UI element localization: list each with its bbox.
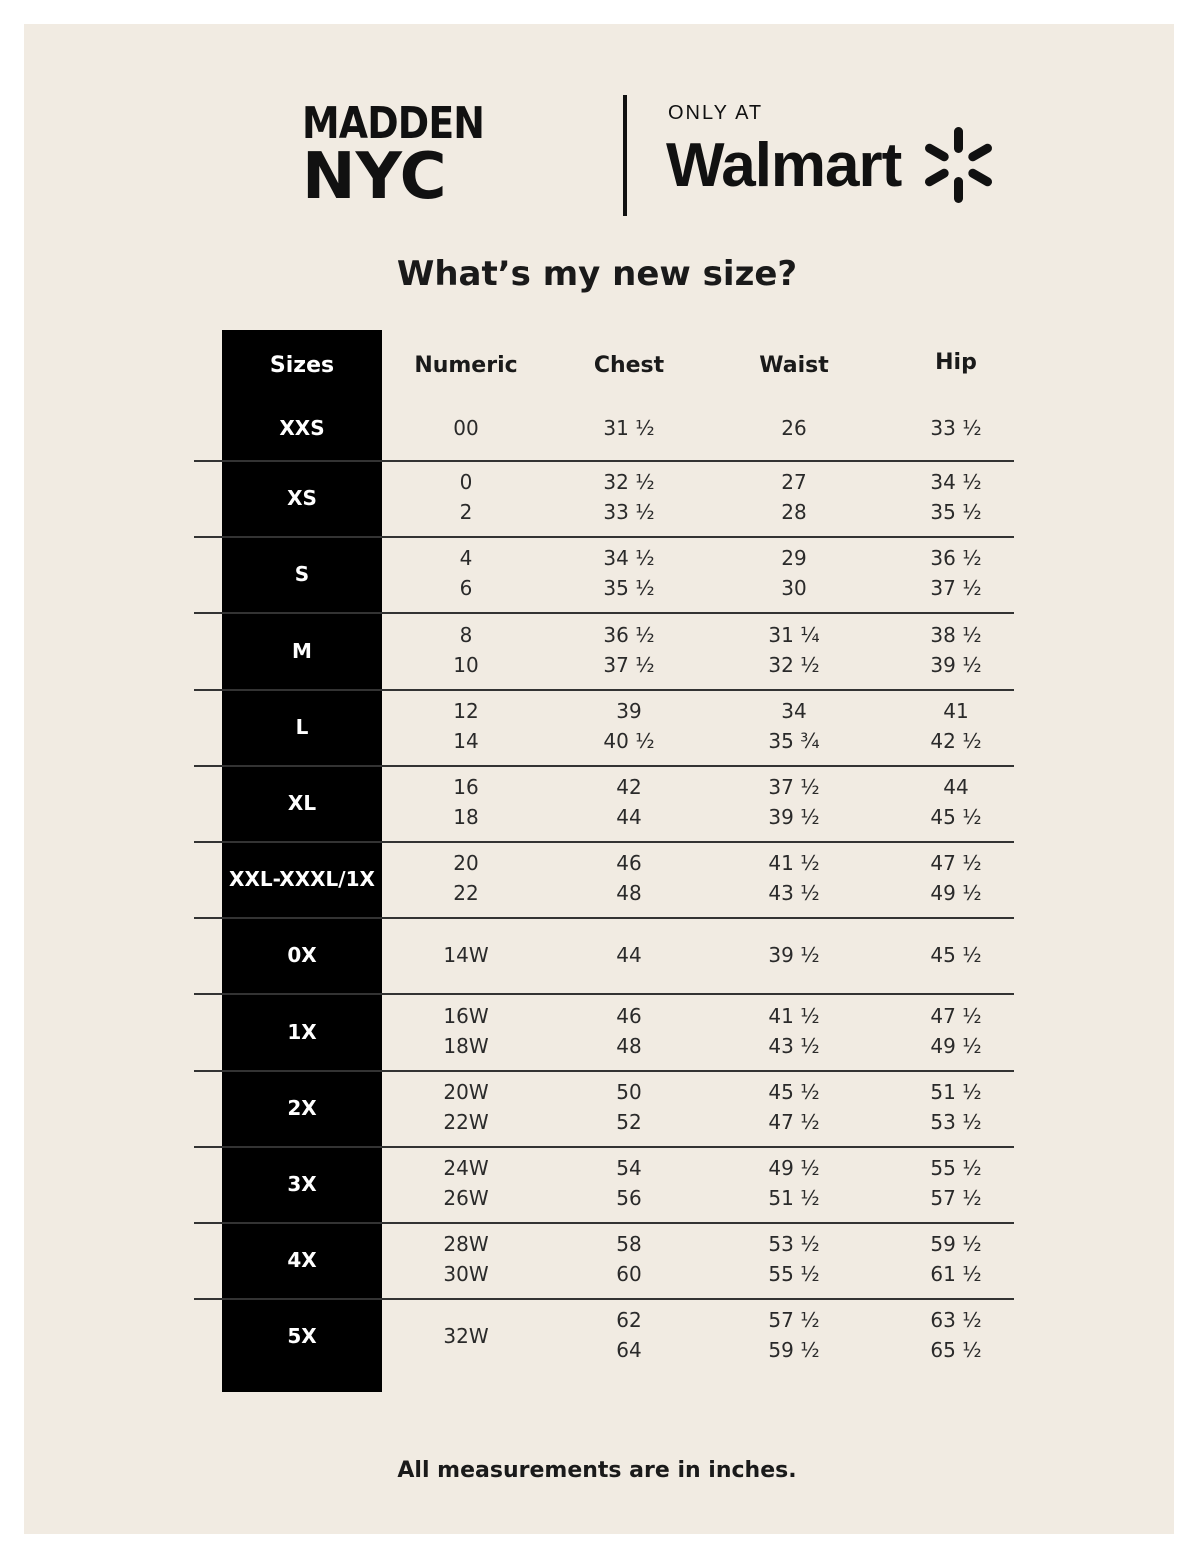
hip-cell: 55 ½ (930, 1155, 982, 1180)
chest-cell: 42 (616, 774, 642, 799)
row-divider (194, 460, 1014, 462)
hip-cell: 63 ½ (930, 1308, 982, 1333)
waist-cell: 45 ½ (768, 1079, 820, 1104)
chest-cell: 37 ½ (603, 652, 655, 677)
header-sizes: Sizes (269, 353, 335, 378)
chest-cell: 35 ½ (603, 576, 655, 601)
size-label: S (294, 562, 310, 587)
chest-cell: 56 (616, 1185, 642, 1210)
size-label: XXL-XXXL/1X (229, 867, 375, 892)
row-divider (194, 917, 1014, 919)
hip-cell: 65 ½ (930, 1338, 982, 1363)
row-divider (194, 612, 1014, 614)
chest-cell: 54 (616, 1155, 642, 1180)
waist-cell: 27 (781, 470, 807, 495)
size-label: 0X (287, 943, 317, 968)
chest-cell: 60 (616, 1262, 642, 1287)
hip-cell: 47 ½ (930, 1003, 982, 1028)
numeric-cell: 20W (443, 1079, 489, 1104)
walmart-logo-text: Walmart (666, 131, 902, 200)
numeric-cell: 0 (459, 470, 473, 495)
chest-cell: 32 ½ (603, 470, 655, 495)
waist-cell: 29 (781, 546, 807, 571)
row-divider (194, 1070, 1014, 1072)
hip-cell: 53 ½ (930, 1109, 982, 1134)
waist-cell: 26 (781, 416, 807, 440)
numeric-cell: 18W (443, 1033, 489, 1058)
header-numeric: Numeric (414, 353, 518, 378)
spark-icon (918, 125, 998, 205)
waist-cell: 43 ½ (768, 881, 820, 906)
waist-cell: 31 ¼ (768, 622, 820, 647)
numeric-cell: 10 (453, 652, 479, 677)
hip-cell: 34 ½ (930, 470, 982, 495)
row-divider (194, 1222, 1014, 1224)
numeric-cell: 16W (443, 1003, 489, 1028)
hip-cell: 44 (943, 774, 969, 799)
numeric-cell: 4 (459, 546, 473, 571)
row-divider (194, 993, 1014, 995)
hip-cell: 35 ½ (930, 500, 982, 525)
numeric-cell: 18 (453, 804, 479, 829)
waist-cell: 49 ½ (768, 1155, 820, 1180)
hip-cell: 49 ½ (930, 881, 982, 906)
chest-cell: 31 ½ (603, 416, 655, 440)
waist-cell: 30 (781, 576, 807, 601)
hip-cell: 36 ½ (930, 546, 982, 571)
hip-cell: 59 ½ (930, 1232, 982, 1257)
waist-cell: 55 ½ (768, 1262, 820, 1287)
waist-cell: 41 ½ (768, 851, 820, 876)
chest-cell: 39 (616, 698, 642, 723)
waist-cell: 57 ½ (768, 1308, 820, 1333)
numeric-cell: 22W (443, 1109, 489, 1134)
size-label: 3X (287, 1171, 317, 1196)
hip-cell: 61 ½ (930, 1262, 982, 1287)
header-waist: Waist (759, 353, 829, 378)
chest-cell: 52 (616, 1109, 642, 1134)
hip-cell: 37 ½ (930, 576, 982, 601)
chest-cell: 36 ½ (603, 622, 655, 647)
header-chest: Chest (593, 353, 665, 378)
chest-cell: 46 (616, 851, 642, 876)
numeric-cell: 14W (443, 943, 489, 968)
chest-cell: 33 ½ (603, 500, 655, 525)
numeric-cell: 32W (443, 1324, 489, 1349)
numeric-cell: 8 (459, 622, 473, 647)
waist-cell: 59 ½ (768, 1338, 820, 1363)
waist-cell: 39 ½ (768, 804, 820, 829)
waist-cell: 32 ½ (768, 652, 820, 677)
waist-cell: 28 (781, 500, 807, 525)
waist-cell: 43 ½ (768, 1033, 820, 1058)
row-divider (194, 765, 1014, 767)
chest-cell: 44 (616, 804, 642, 829)
size-label: 1X (287, 1019, 317, 1044)
numeric-cell: 2 (459, 500, 473, 525)
size-label: 2X (287, 1095, 317, 1120)
waist-cell: 34 (781, 698, 807, 723)
waist-cell: 35 ¾ (768, 728, 820, 753)
waist-cell: 47 ½ (768, 1109, 820, 1134)
hip-cell: 33 ½ (930, 416, 982, 440)
footer-note: All measurements are in inches. (397, 1458, 797, 1483)
chest-cell: 44 (616, 943, 642, 968)
numeric-cell: 30W (443, 1262, 489, 1287)
numeric-cell: 22 (453, 881, 479, 906)
chest-cell: 58 (616, 1232, 642, 1257)
chest-cell: 64 (616, 1338, 642, 1363)
hip-cell: 49 ½ (930, 1033, 982, 1058)
numeric-cell: 12 (453, 698, 479, 723)
hip-cell: 47 ½ (930, 851, 982, 876)
size-label: 5X (287, 1324, 317, 1349)
hip-cell: 39 ½ (930, 652, 982, 677)
chest-cell: 48 (616, 1033, 642, 1058)
brand-line-1: MADDEN (302, 98, 485, 149)
madden-nyc-logo (302, 98, 485, 214)
numeric-cell: 26W (443, 1185, 489, 1210)
numeric-cell: 6 (459, 576, 473, 601)
numeric-cell: 00 (453, 416, 479, 440)
size-label: XS (287, 486, 317, 511)
waist-cell: 39 ½ (768, 943, 820, 968)
hip-cell: 51 ½ (930, 1079, 982, 1104)
size-label: XL (287, 790, 317, 815)
numeric-cell: 20 (453, 851, 479, 876)
hip-cell: 45 ½ (930, 943, 982, 968)
brand-line-2: NYC (302, 140, 447, 214)
row-divider (194, 841, 1014, 843)
row-divider (194, 536, 1014, 538)
row-divider (194, 1146, 1014, 1148)
page-title: What’s my new size? (396, 254, 798, 294)
hip-cell: 45 ½ (930, 804, 982, 829)
chest-cell: 46 (616, 1003, 642, 1028)
chest-cell: 34 ½ (603, 546, 655, 571)
numeric-cell: 24W (443, 1155, 489, 1180)
row-divider (194, 1298, 1014, 1300)
waist-cell: 41 ½ (768, 1003, 820, 1028)
logo-divider (623, 95, 627, 216)
numeric-cell: 16 (453, 774, 479, 799)
row-divider (194, 689, 1014, 691)
size-label: M (292, 638, 312, 663)
hip-cell: 41 (943, 698, 969, 723)
waist-cell: 37 ½ (768, 774, 820, 799)
size-label: L (295, 714, 309, 739)
retailer-tagline: ONLY AT (668, 102, 764, 124)
size-label: XXS (279, 416, 325, 440)
chest-cell: 40 ½ (603, 728, 655, 753)
numeric-cell: 14 (453, 728, 479, 753)
chest-cell: 48 (616, 881, 642, 906)
header-hip: Hip (935, 350, 977, 375)
hip-cell: 57 ½ (930, 1185, 982, 1210)
chest-cell: 50 (616, 1079, 642, 1104)
numeric-cell: 28W (443, 1232, 489, 1257)
waist-cell: 51 ½ (768, 1185, 820, 1210)
waist-cell: 53 ½ (768, 1232, 820, 1257)
chest-cell: 62 (616, 1308, 642, 1333)
size-label: 4X (287, 1248, 317, 1273)
hip-cell: 38 ½ (930, 622, 982, 647)
hip-cell: 42 ½ (930, 728, 982, 753)
